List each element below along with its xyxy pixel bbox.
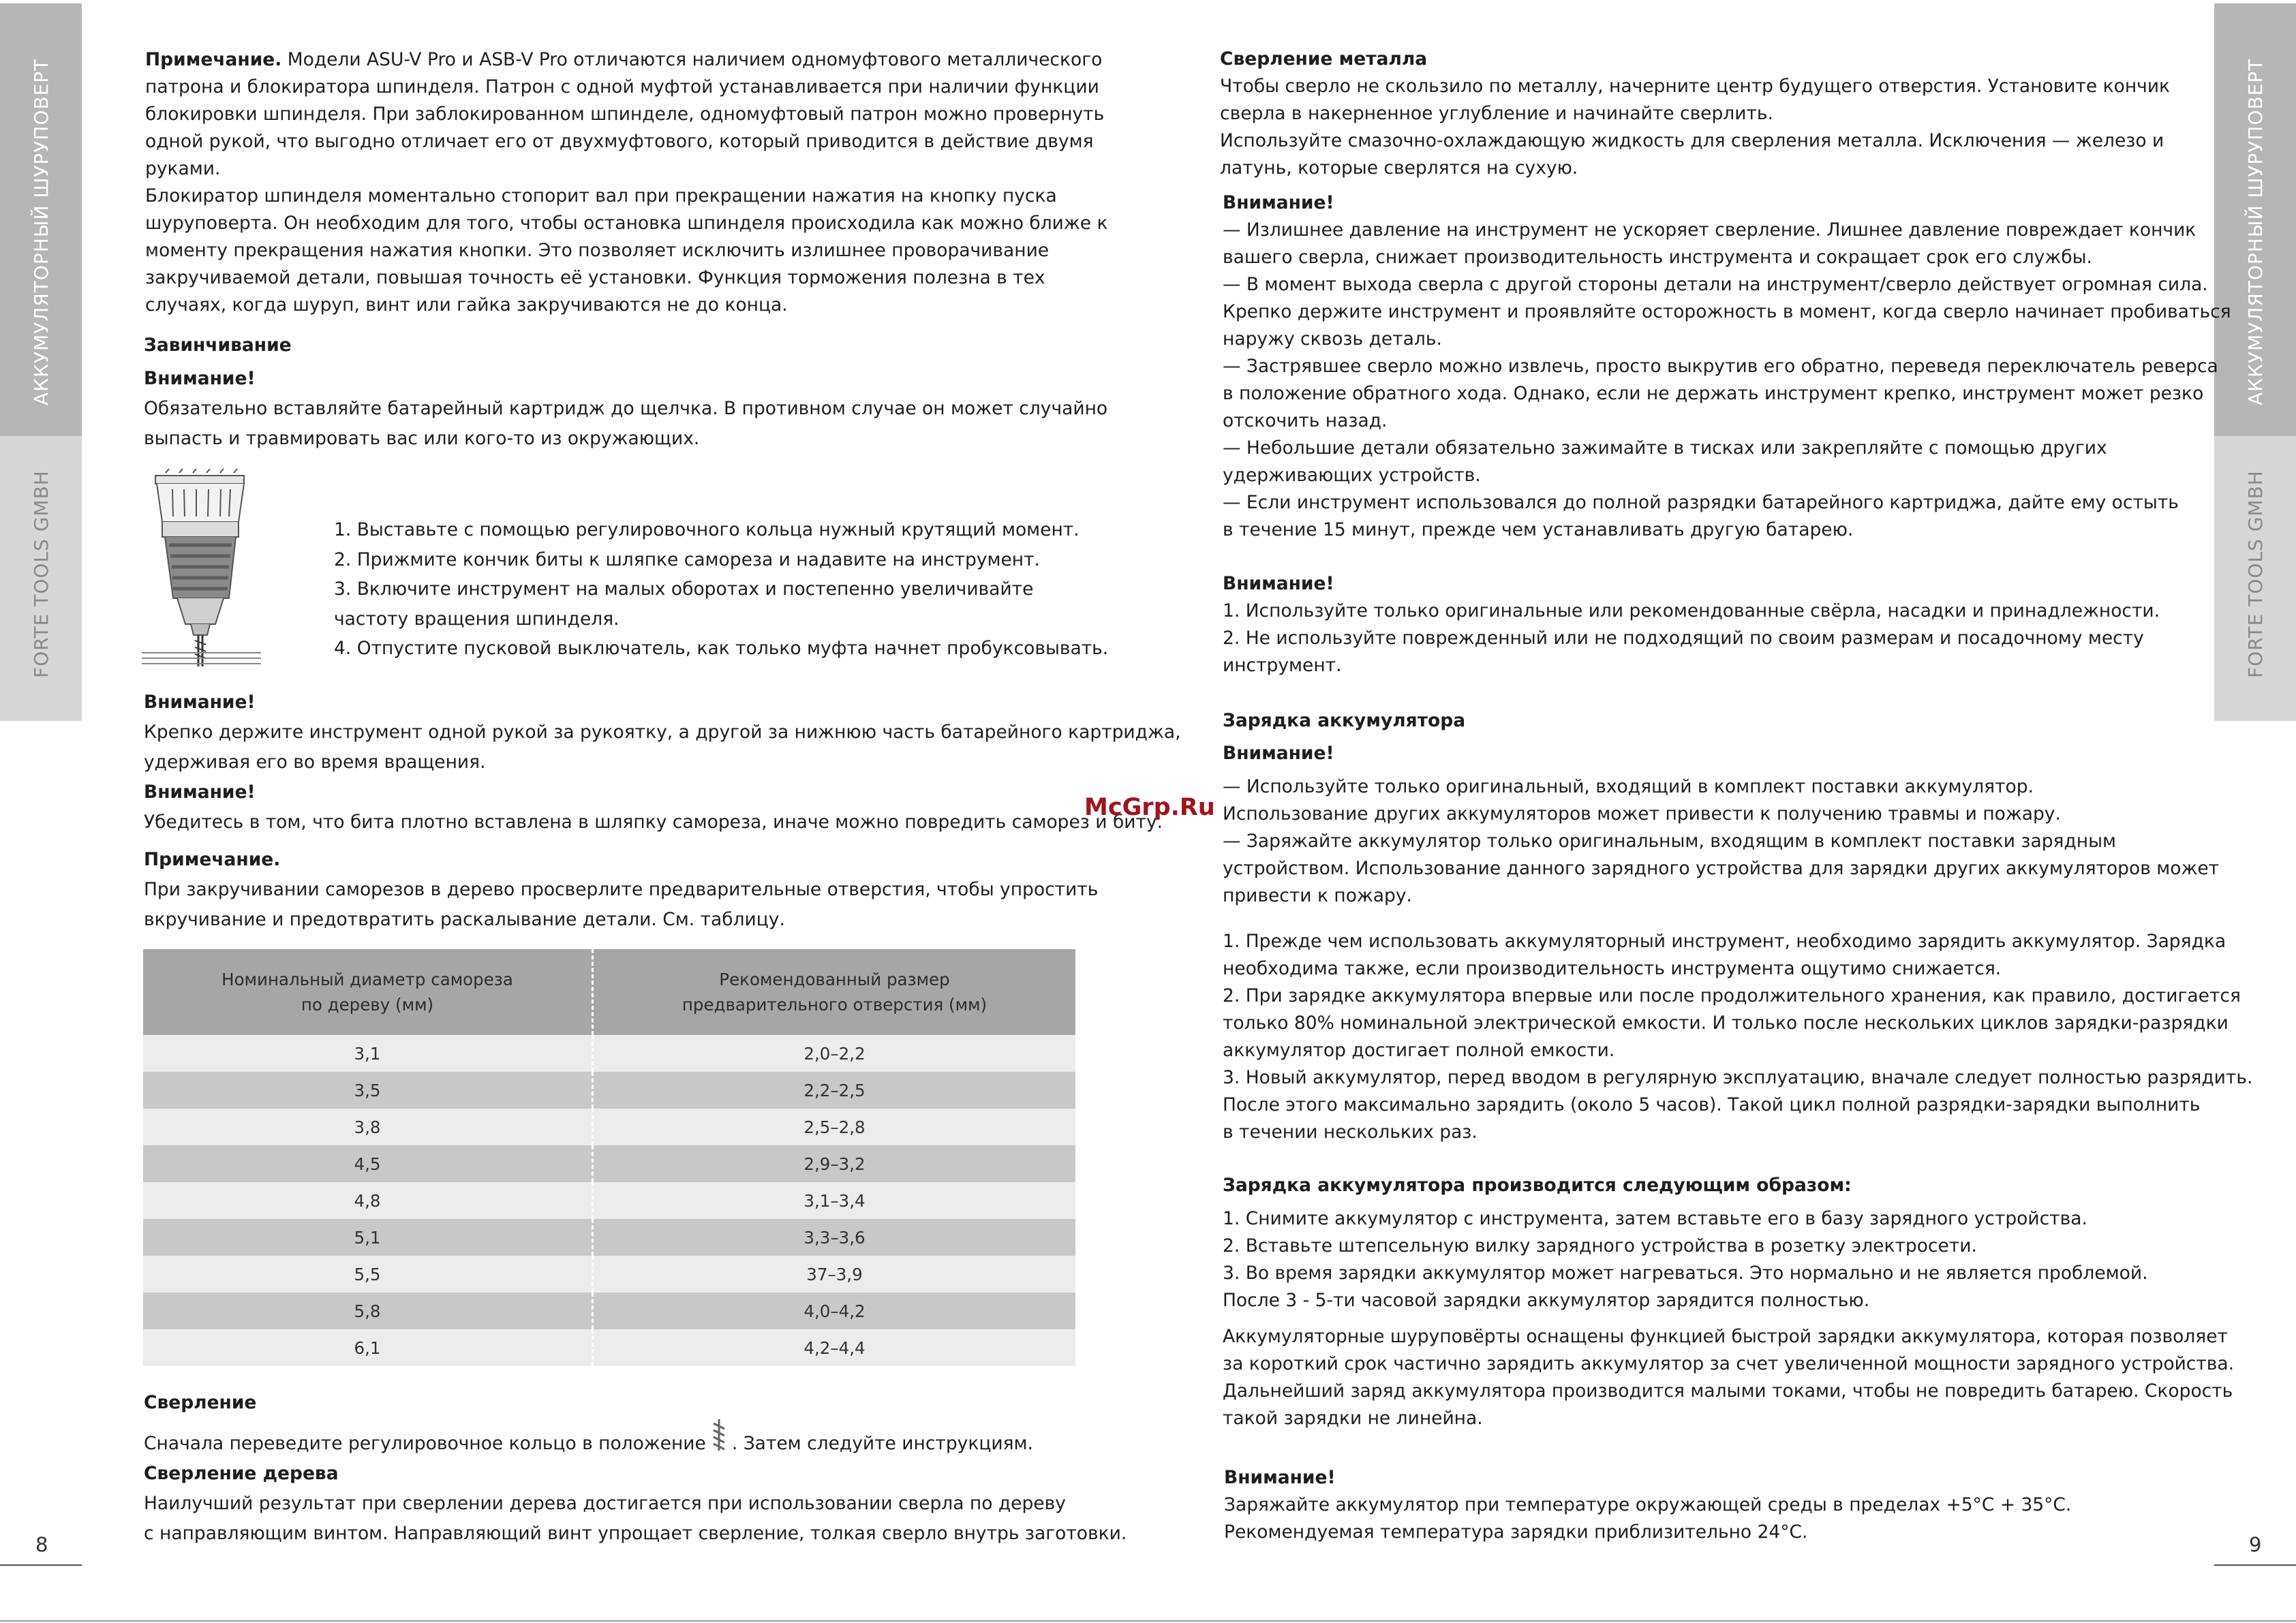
warning-line: — Используйте только оригинальный, входящий в комплект поставки аккумулятор. bbox=[1223, 776, 2034, 797]
table-row bbox=[143, 1219, 1075, 1256]
drilling-line: . Затем следуйте инструкциям. bbox=[731, 1433, 1033, 1454]
step-line: 1. Выставьте с помощью регулировочного кольца нужный крутящий момент. bbox=[334, 519, 1080, 540]
left-side-tab-top bbox=[0, 3, 82, 436]
procedure-line: После 3 - 5-ти часовой зарядки аккумулятор зарядится полностью. bbox=[1223, 1290, 1870, 1311]
warning-line: в течение 15 минут, прежде чем устанавливать другую батарею. bbox=[1223, 519, 1854, 540]
table-cell: 2,5–2,8 bbox=[593, 1109, 1076, 1145]
charging-warning-lines bbox=[1223, 773, 2219, 910]
metal-line: Используйте смазочно-охлаждающую жидкость для сверления металла. Исключения — железо и bbox=[1220, 130, 2164, 151]
table-header-cell: Рекомендованный размер предварительного отверстия (мм) bbox=[593, 949, 1076, 1035]
warning-line: привести к пожару. bbox=[1223, 885, 1412, 906]
warning-1 bbox=[144, 364, 1107, 454]
warning-line: выпасть и травмировать вас или кого-то из окружающих. bbox=[144, 428, 700, 449]
note-heading: Примечание. bbox=[144, 849, 281, 870]
table-row bbox=[143, 1072, 1075, 1109]
warning-line: Крепко держите инструмент одной рукой за рукоятку, а другой за нижнюю часть батарейного картриджа, bbox=[144, 722, 1181, 743]
note-line: руками. bbox=[145, 158, 221, 179]
warning-heading: Внимание! bbox=[1223, 743, 1334, 764]
warning-line: устройством. Использование данного зарядного устройства для зарядки других аккумуляторов может bbox=[1223, 858, 2220, 879]
table-cell: 3,5 bbox=[143, 1072, 593, 1109]
metal-section bbox=[1220, 46, 2170, 182]
warning-heading: Внимание! bbox=[144, 692, 256, 713]
page-number-right: 9 bbox=[2249, 1533, 2262, 1556]
table-cell: 3,1–3,4 bbox=[593, 1182, 1076, 1219]
table-cell: 5,8 bbox=[143, 1293, 593, 1329]
charging-numbered bbox=[1223, 928, 2252, 1146]
note-line: моменту прекращения нажатия кнопки. Это позволяет исключить излишнее проворачивание bbox=[145, 240, 1050, 261]
table-row bbox=[143, 1035, 1075, 1072]
step-line: 2. Прижмите кончик биты к шляпке самореза и надавите на инструмент. bbox=[334, 548, 1040, 570]
warning-line: Крепко держите инструмент и проявляйте осторожность в момент, когда сверло начинает пробиваться bbox=[1223, 301, 2231, 322]
table-cell: 2,9–3,2 bbox=[593, 1145, 1076, 1182]
table-row bbox=[143, 1182, 1075, 1219]
charging-section bbox=[1223, 705, 1465, 770]
note-line: При закручивании саморезов в дерево просверлите предварительные отверстия, чтобы упростить bbox=[144, 879, 1099, 900]
table-cell: 4,8 bbox=[143, 1182, 593, 1219]
warning-line: — Излишнее давление на инструмент не ускоряет сверление. Лишнее давление повреждает кончик bbox=[1223, 219, 2196, 241]
numbered-line: После этого максимально зарядить (около 5 часов). Такой цикл полной разрядки-зарядки выполнить bbox=[1223, 1094, 2201, 1115]
warning-line: инструмент. bbox=[1223, 655, 1342, 676]
warning-line: 2. Не используйте поврежденный или не подходящий по своим размерам и посадочному месту bbox=[1223, 628, 2144, 649]
wood-heading: Сверление дерева bbox=[144, 1463, 339, 1484]
page-rule-right bbox=[2214, 1564, 2296, 1566]
warning-line: — Застрявшее сверло можно извлечь, просто выкрутив его обратно, переведя переключатель реверса bbox=[1223, 356, 2218, 377]
table-cell: 2,0–2,2 bbox=[593, 1035, 1076, 1072]
note-bold-label: Примечание. bbox=[145, 49, 282, 70]
charging-heading: Зарядка аккумулятора bbox=[1223, 710, 1466, 731]
warning-heading: Внимание! bbox=[1223, 192, 1334, 213]
warning-line: — В момент выхода сверла с другой стороны детали на инструмент/сверло действует огромная сила. bbox=[1223, 274, 2208, 295]
note-line: одной рукой, что выгодно отличает его от двухмуфтового, который приводится в действие двумя bbox=[145, 131, 1094, 152]
fast-charging bbox=[1223, 1323, 2234, 1432]
warning-line: — Небольшие детали обязательно зажимайте в тисках или закрепляйте с помощью других bbox=[1223, 437, 2107, 459]
warning-line: наружу сквозь деталь. bbox=[1223, 328, 1442, 350]
warning-2 bbox=[144, 687, 1181, 837]
charging-procedure bbox=[1223, 1172, 2148, 1314]
wood-line: Наилучший результат при сверлении дерева достигается при использовании сверла по дереву bbox=[144, 1493, 1066, 1514]
procedure-line: 2. Вставьте штепсельную вилку зарядного устройства в розетку электросети. bbox=[1223, 1235, 1977, 1256]
warning-right-4 bbox=[1224, 1464, 2071, 1546]
warning-heading: Внимание! bbox=[144, 782, 256, 803]
note-line: закручиваемой детали, повышая точность её установки. Функция торможения полезна в тех bbox=[145, 267, 1045, 288]
numbered-line: необходима также, если производительность инструмента ощутимо снижается. bbox=[1223, 958, 2002, 979]
warning-heading: Внимание! bbox=[1223, 573, 1334, 594]
note-line: случаях, когда шуруп, винт или гайка закручиваются не до конца. bbox=[145, 294, 788, 315]
left-side-tab-bottom bbox=[0, 436, 82, 721]
table-cell: 3,3–3,6 bbox=[593, 1219, 1076, 1256]
table-header-cell: Номинальный диаметр самореза по дереву (мм) bbox=[143, 949, 593, 1035]
table-row bbox=[143, 1109, 1075, 1145]
warning-line: Убедитесь в том, что бита плотно вставлена в шляпку самореза, иначе можно повредить саморез и биту. bbox=[144, 812, 1163, 833]
table-header-row bbox=[143, 949, 1075, 1035]
note-line: вкручивание и предотвратить раскалывание детали. См. таблицу. bbox=[144, 909, 785, 930]
step-line: 4. Отпустите пусковой выключатель, как только муфта начнет пробуксовывать. bbox=[334, 638, 1109, 659]
procedure-line: 3. Во время зарядки аккумулятор может нагреваться. Это нормально и не является проблемой. bbox=[1223, 1263, 2148, 1284]
warning-line: удерживая его во время вращения. bbox=[144, 752, 486, 773]
watermark: McGrp.Ru bbox=[1084, 794, 1215, 821]
table-row bbox=[143, 1145, 1075, 1182]
procedure-line: 1. Снимите аккумулятор с инструмента, затем вставьте его в базу зарядного устройства. bbox=[1223, 1208, 2087, 1229]
warning-line: Обязательно вставляйте батарейный картридж до щелчка. В противном случае он может случайно bbox=[144, 398, 1108, 419]
table-cell: 4,0–4,2 bbox=[593, 1293, 1076, 1329]
table-row bbox=[143, 1329, 1075, 1366]
drilling-line: Сначала переведите регулировочное кольцо в положение bbox=[144, 1433, 706, 1454]
table-cell: 6,1 bbox=[143, 1329, 593, 1366]
warning-line: — Заряжайте аккумулятор только оригинальным, входящим в комплект поставки зарядным bbox=[1223, 831, 2117, 852]
note-2 bbox=[144, 845, 1098, 935]
page-rule-left bbox=[0, 1564, 82, 1566]
step-line: частоту вращения шпинделя. bbox=[334, 608, 619, 630]
wood-line: с направляющим винтом. Направляющий винт упрощает сверление, толкая сверло внутрь заготовки. bbox=[144, 1523, 1127, 1544]
step-line: 3. Включите инструмент на малых оборотах и постепенно увеличивайте bbox=[334, 578, 1034, 600]
numbered-line: 3. Новый аккумулятор, перед вводом в регулярную эксплуатацию, вначале следует полностью разрядить. bbox=[1223, 1067, 2253, 1088]
table-cell: 5,1 bbox=[143, 1219, 593, 1256]
left-tab-title: АККУМУЛЯТОРНЫЙ ШУРУПОВЕРТ bbox=[30, 58, 52, 405]
metal-heading: Сверление металла bbox=[1220, 48, 1428, 69]
warning-line: Заряжайте аккумулятор при температуре окружающей среды в пределах +5°С + 35°С. bbox=[1224, 1494, 2072, 1515]
page-number-left: 8 bbox=[35, 1533, 48, 1556]
warning-right-1 bbox=[1223, 189, 2231, 544]
right-tab-title: АККУМУЛЯТОРНЫЙ ШУРУПОВЕРТ bbox=[2244, 58, 2267, 405]
fast-line: Аккумуляторные шуруповёрты оснащены функцией быстрой зарядки аккумулятора, которая позволяет bbox=[1223, 1326, 2228, 1347]
warning-right-2 bbox=[1223, 570, 2160, 679]
table-row bbox=[143, 1256, 1075, 1293]
screwing-steps bbox=[334, 515, 1108, 664]
warning-line: вашего сверла, снижает производительность инструмента и сокращает срок его службы. bbox=[1223, 247, 2092, 268]
note-line: патрона и блокиратора шпинделя. Патрон с одной муфтой устанавливается при наличии функции bbox=[145, 76, 1099, 97]
metal-line: Чтобы сверло не скользило по металлу, начерните центр будущего отверстия. Установите кончик bbox=[1220, 76, 2171, 97]
table-cell: 37–3,9 bbox=[593, 1256, 1076, 1293]
note-line: блокировки шпинделя. При заблокированном шпинделе, одномуфтовый патрон можно провернуть bbox=[145, 104, 1105, 125]
table-cell: 2,2–2,5 bbox=[593, 1072, 1076, 1109]
fast-line: за короткий срок частично зарядить аккумулятор за счет увеличенной мощности зарядного устройства. bbox=[1223, 1353, 2235, 1374]
warning-line: удерживающих устройств. bbox=[1223, 465, 1481, 486]
note-line: Блокиратор шпинделя моментально стопорит вал при прекращении нажатия на кнопку пуска bbox=[145, 185, 1057, 206]
warning-heading: Внимание! bbox=[1224, 1467, 1336, 1488]
numbered-line: аккумулятор достигает полной емкости. bbox=[1223, 1040, 1615, 1061]
warning-heading: Внимание! bbox=[144, 368, 256, 389]
fast-line: Дальнейший заряд аккумулятора производится малыми токами, чтобы не повредить батарею. Скорость bbox=[1223, 1380, 2233, 1402]
procedure-heading: Зарядка аккумулятора производится следующим образом: bbox=[1223, 1175, 1852, 1196]
warning-line: Рекомендуемая температура зарядки приблизительно 24°С. bbox=[1224, 1521, 1808, 1543]
right-tab-brand: FORTE TOOLS GMBH bbox=[2244, 470, 2267, 678]
pilot-hole-table bbox=[143, 949, 1075, 1366]
warning-line: — Если инструмент использовался до полной разрядки батарейного картриджа, дайте ему остыть bbox=[1223, 492, 2179, 513]
warning-line: отскочить назад. bbox=[1223, 410, 1388, 431]
metal-line: латунь, которые сверлятся на сухую. bbox=[1220, 157, 1578, 179]
table-row bbox=[143, 1293, 1075, 1329]
left-tab-brand: FORTE TOOLS GMBH bbox=[30, 470, 52, 678]
numbered-line: 2. При зарядке аккумулятора впервые или после продолжительного хранения, как правило, достигается bbox=[1223, 985, 2241, 1006]
note-line: Модели ASU-V Pro и ASB-V Pro отличаются наличием одномуфтового металлического bbox=[281, 49, 1103, 70]
drill-illustration bbox=[142, 469, 261, 666]
table-cell: 4,5 bbox=[143, 1145, 593, 1182]
note-line: шуруповерта. Он необходим для того, чтобы остановка шпинделя происходила как можно ближе к bbox=[145, 213, 1108, 234]
fast-line: такой зарядки не линейна. bbox=[1223, 1408, 1483, 1429]
numbered-line: в течении нескольких раз. bbox=[1223, 1122, 1478, 1143]
drilling-heading: Сверление bbox=[144, 1392, 257, 1413]
metal-line: сверла в накерненное углубление и начинайте сверлить. bbox=[1220, 103, 1773, 124]
table-cell: 4,2–4,4 bbox=[593, 1329, 1076, 1366]
table-cell: 5,5 bbox=[143, 1256, 593, 1293]
drilling-section bbox=[144, 1388, 1127, 1549]
numbered-line: только 80% номинальной электрической емкости. И только после нескольких циклов зарядки-разрядки bbox=[1223, 1013, 2229, 1034]
screwing-section bbox=[144, 332, 292, 359]
numbered-line: 1. Прежде чем использовать аккумуляторный инструмент, необходимо зарядить аккумулятор. Зарядка bbox=[1223, 931, 2226, 952]
warning-line: 1. Используйте только оригинальные или рекомендованные свёрла, насадки и принадлежности. bbox=[1223, 600, 2160, 621]
warning-line: Использование других аккумуляторов может привести к получению травмы и пожару. bbox=[1223, 803, 2061, 824]
note-block bbox=[145, 46, 1108, 319]
warning-line: в положение обратного хода. Однако, если не держать инструмент крепко, инструмент может резко bbox=[1223, 383, 2204, 404]
drill-mode-icon bbox=[709, 1418, 729, 1453]
table-cell: 3,1 bbox=[143, 1035, 593, 1072]
bottom-divider bbox=[0, 1620, 2296, 1622]
table-cell: 3,8 bbox=[143, 1109, 593, 1145]
screwing-heading: Завинчивание bbox=[144, 335, 292, 356]
